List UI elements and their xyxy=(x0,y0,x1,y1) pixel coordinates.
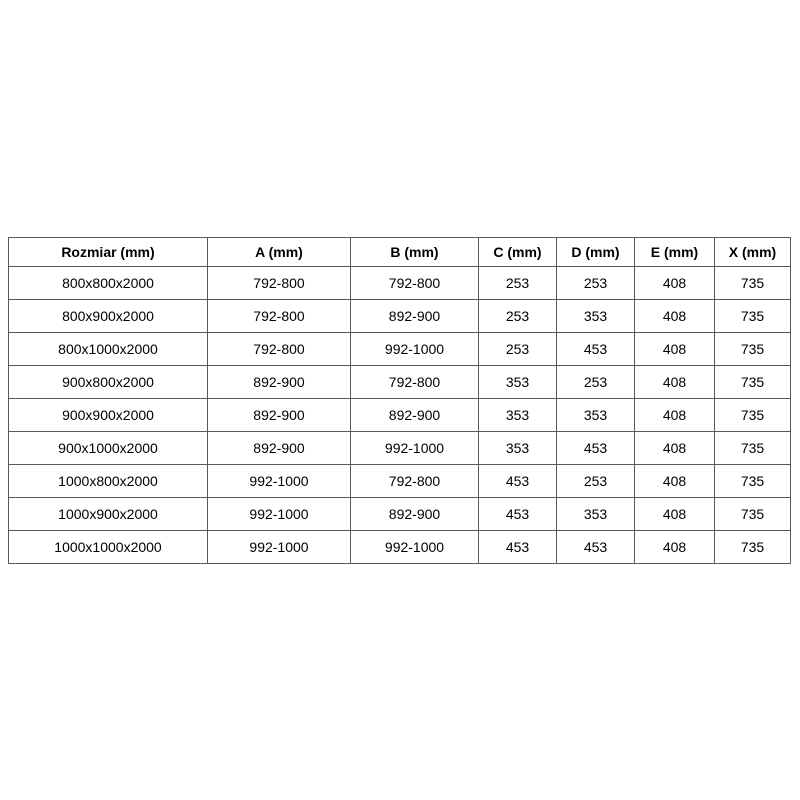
table-cell: 800x800x2000 xyxy=(9,267,208,300)
table-cell: 353 xyxy=(557,399,635,432)
table-cell: 992-1000 xyxy=(351,531,479,564)
table-cell: 408 xyxy=(635,366,715,399)
table-cell: 735 xyxy=(715,333,791,366)
table-row xyxy=(9,531,791,564)
table-cell: 892-900 xyxy=(208,432,351,465)
table-cell: 892-900 xyxy=(208,399,351,432)
table-cell: 1000x800x2000 xyxy=(9,465,208,498)
table-cell: 892-900 xyxy=(351,300,479,333)
table-cell: 253 xyxy=(557,267,635,300)
column-header: A (mm) xyxy=(208,238,351,267)
table-cell: 992-1000 xyxy=(208,465,351,498)
table-row xyxy=(9,333,791,366)
table-cell: 735 xyxy=(715,531,791,564)
column-header: D (mm) xyxy=(557,238,635,267)
table-row xyxy=(9,465,791,498)
table-cell: 453 xyxy=(479,465,557,498)
table-cell: 453 xyxy=(557,333,635,366)
table-cell: 992-1000 xyxy=(208,531,351,564)
table-cell: 353 xyxy=(479,399,557,432)
table-cell: 992-1000 xyxy=(351,333,479,366)
table-cell: 792-800 xyxy=(351,267,479,300)
table-cell: 453 xyxy=(557,531,635,564)
table-cell: 792-800 xyxy=(208,267,351,300)
table-cell: 992-1000 xyxy=(351,432,479,465)
table-body xyxy=(9,267,791,564)
table-cell: 353 xyxy=(479,366,557,399)
table-cell: 792-800 xyxy=(351,366,479,399)
column-header: E (mm) xyxy=(635,238,715,267)
table-cell: 992-1000 xyxy=(208,498,351,531)
table-cell: 408 xyxy=(635,432,715,465)
table-cell: 735 xyxy=(715,300,791,333)
table-header-row xyxy=(9,238,791,267)
table-cell: 792-800 xyxy=(208,300,351,333)
dimension-spec-table xyxy=(8,237,791,564)
table-row xyxy=(9,300,791,333)
table-cell: 735 xyxy=(715,498,791,531)
table-cell: 408 xyxy=(635,531,715,564)
table-cell: 892-900 xyxy=(208,366,351,399)
table-cell: 1000x1000x2000 xyxy=(9,531,208,564)
table-cell: 253 xyxy=(557,366,635,399)
table-cell: 735 xyxy=(715,465,791,498)
column-header: X (mm) xyxy=(715,238,791,267)
table-cell: 353 xyxy=(479,432,557,465)
table-cell: 408 xyxy=(635,465,715,498)
table-cell: 892-900 xyxy=(351,399,479,432)
table-cell: 453 xyxy=(557,432,635,465)
table-cell: 800x1000x2000 xyxy=(9,333,208,366)
table-cell: 792-800 xyxy=(208,333,351,366)
table-cell: 892-900 xyxy=(351,498,479,531)
column-header: B (mm) xyxy=(351,238,479,267)
table-cell: 735 xyxy=(715,399,791,432)
column-header: Rozmiar (mm) xyxy=(9,238,208,267)
table-cell: 408 xyxy=(635,300,715,333)
table-cell: 408 xyxy=(635,267,715,300)
table-cell: 408 xyxy=(635,333,715,366)
table-cell: 253 xyxy=(479,300,557,333)
table-cell: 900x900x2000 xyxy=(9,399,208,432)
table-cell: 253 xyxy=(557,465,635,498)
table-cell: 408 xyxy=(635,498,715,531)
table-cell: 792-800 xyxy=(351,465,479,498)
table-cell: 735 xyxy=(715,366,791,399)
table-row xyxy=(9,432,791,465)
table-cell: 453 xyxy=(479,498,557,531)
table-cell: 408 xyxy=(635,399,715,432)
table-cell: 253 xyxy=(479,267,557,300)
table-row xyxy=(9,267,791,300)
table-cell: 900x800x2000 xyxy=(9,366,208,399)
table-row xyxy=(9,498,791,531)
table-cell: 253 xyxy=(479,333,557,366)
table-cell: 735 xyxy=(715,267,791,300)
column-header: C (mm) xyxy=(479,238,557,267)
table-row xyxy=(9,366,791,399)
table-cell: 453 xyxy=(479,531,557,564)
table-cell: 800x900x2000 xyxy=(9,300,208,333)
table-cell: 353 xyxy=(557,498,635,531)
table-cell: 353 xyxy=(557,300,635,333)
table-cell: 735 xyxy=(715,432,791,465)
table-cell: 900x1000x2000 xyxy=(9,432,208,465)
table-cell: 1000x900x2000 xyxy=(9,498,208,531)
table-row xyxy=(9,399,791,432)
